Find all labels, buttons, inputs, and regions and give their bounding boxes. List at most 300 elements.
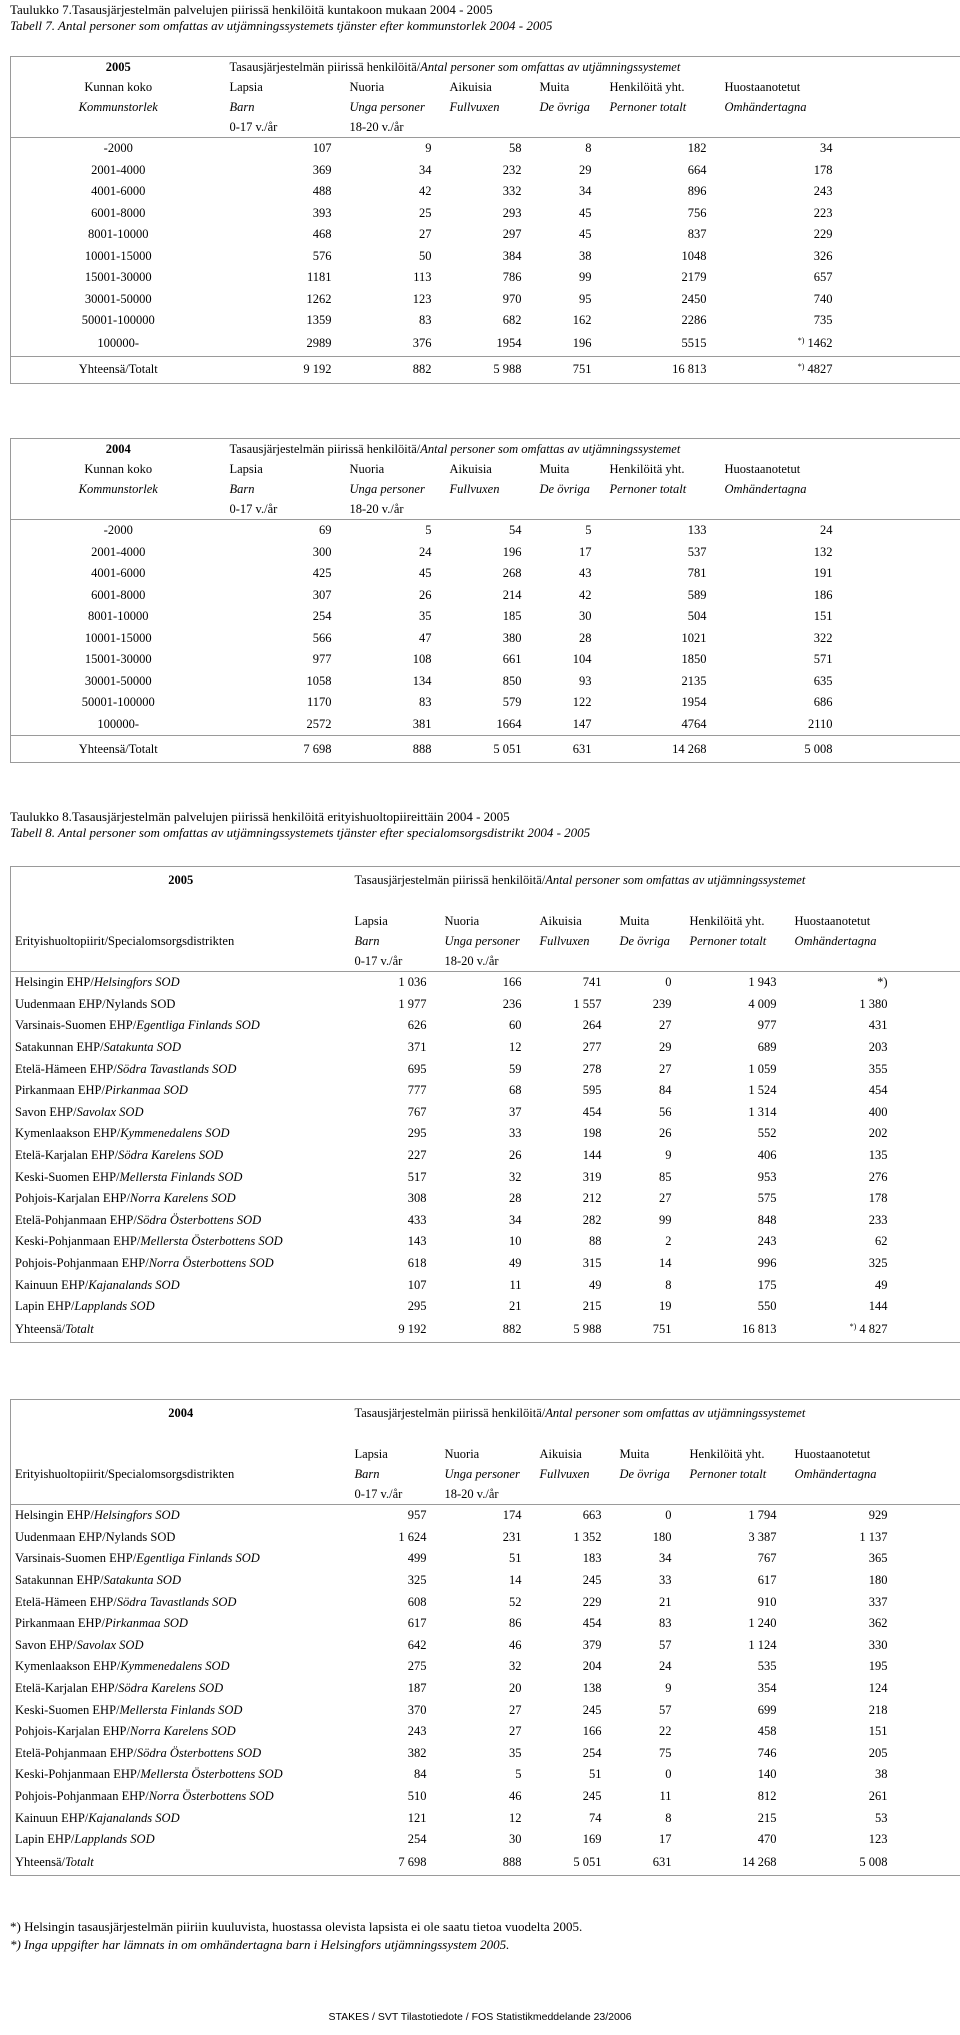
value-text: 75 xyxy=(659,1745,672,1760)
district-name-sv: Södra Karelens SOD xyxy=(118,1681,224,1696)
value-cell xyxy=(721,520,861,542)
table-row xyxy=(11,267,960,289)
district-label xyxy=(11,1807,351,1829)
value-text: 608 xyxy=(407,1594,427,1609)
value-text: 51 xyxy=(589,1767,602,1782)
spacer xyxy=(861,692,960,714)
value-text: 86 xyxy=(509,1616,522,1631)
value-text: 223 xyxy=(813,205,833,220)
table-row xyxy=(11,1296,960,1318)
value-text: 34 xyxy=(509,1212,522,1227)
value-cell xyxy=(791,1527,916,1549)
col-header-sv: Pernoner totalt xyxy=(609,99,687,114)
district-name-fi: Keski-Suomen EHP/ xyxy=(15,1702,120,1717)
value-text: 132 xyxy=(813,544,833,559)
district-name-fi: Etelä-Karjalan EHP/ xyxy=(15,1681,119,1696)
district-name-sv: Mellersta Österbottens SOD xyxy=(140,1767,283,1782)
value-cell xyxy=(446,181,536,203)
col-header-fi: Nuoria xyxy=(349,461,385,476)
value-text: 27 xyxy=(419,227,432,242)
value-text: 355 xyxy=(868,1061,888,1076)
spacer xyxy=(916,1058,960,1080)
value-text: 34 xyxy=(659,1551,672,1566)
row-label: 30001-50000 xyxy=(84,673,152,688)
value-cell xyxy=(536,692,606,714)
value-cell xyxy=(441,1253,536,1275)
value-text: 169 xyxy=(582,1832,602,1847)
value-text: 319 xyxy=(582,1169,602,1184)
value-cell xyxy=(351,1123,441,1145)
year-label: 2005 xyxy=(105,59,131,74)
district-name-sv: Pirkanmaa SOD xyxy=(104,1616,188,1631)
value-cell xyxy=(536,1786,616,1808)
value-cell xyxy=(791,1210,916,1232)
value-text: 767 xyxy=(407,1104,427,1119)
value-cell xyxy=(346,671,446,693)
col-header-sv: Unga personer xyxy=(444,933,520,948)
value-cell xyxy=(616,1613,686,1635)
value-cell xyxy=(721,181,861,203)
value-cell xyxy=(346,332,446,357)
value-cell xyxy=(346,138,446,160)
value-cell xyxy=(536,1591,616,1613)
value-cell xyxy=(536,1678,616,1700)
district-label xyxy=(11,1613,351,1635)
table-row xyxy=(11,246,960,268)
value-text: 19 xyxy=(659,1299,672,1314)
value-cell xyxy=(536,1743,616,1765)
value-text: 166 xyxy=(582,1724,602,1739)
row-label: -2000 xyxy=(11,520,226,542)
value-cell xyxy=(536,1296,616,1318)
district-name-fi: Lapin EHP/ xyxy=(15,1299,75,1314)
col-header-sv: Unga personer xyxy=(349,481,425,496)
table-row xyxy=(11,1274,960,1296)
value-text: 1 137 xyxy=(859,1529,888,1544)
group-title-sv: Antal personer som omfattas av utjämningssystemet xyxy=(545,1405,806,1420)
col-header-fi: Muita xyxy=(539,461,570,476)
row-label: 4001-6000 xyxy=(91,566,146,581)
value-cell xyxy=(536,1231,616,1253)
value-cell xyxy=(536,606,606,628)
value-cell xyxy=(446,542,536,564)
value-text: 1 977 xyxy=(398,996,427,1011)
value-text: 326 xyxy=(813,248,833,263)
value-text: 337 xyxy=(868,1594,888,1609)
district-name-fi: Keski-Pohjanmaan EHP/ xyxy=(15,1234,141,1249)
value-cell xyxy=(536,310,606,332)
group-title-fi: Tasausjärjestelmän piirissä henkilöitä/ xyxy=(354,872,546,887)
col-header-fi: Henkilöitä yht. xyxy=(689,1446,765,1461)
value-cell xyxy=(346,649,446,671)
value-text: 25 xyxy=(419,205,432,220)
district-name-fi: Etelä-Hämeen EHP/ xyxy=(15,1594,117,1609)
value-cell xyxy=(616,1678,686,1700)
value-text: 42 xyxy=(419,184,432,199)
page-footer: STAKES / SVT Tilastotiedote / FOS Statistikmeddelande 23/2006 xyxy=(328,2011,632,2023)
value-text: 45 xyxy=(419,566,432,581)
district-label xyxy=(11,1570,351,1592)
value-cell xyxy=(226,138,346,160)
value-cell xyxy=(791,1145,916,1167)
value-text: 52 xyxy=(509,1594,522,1609)
value-text: 198 xyxy=(582,1126,602,1141)
value-text: 123 xyxy=(868,1832,888,1847)
value-text: 5515 xyxy=(681,336,707,350)
table-row xyxy=(11,1699,960,1721)
value-text: 282 xyxy=(582,1212,602,1227)
row-label: 15001-30000 xyxy=(84,270,152,285)
value-cell xyxy=(226,628,346,650)
spacer xyxy=(916,1851,960,1876)
district-label xyxy=(11,994,351,1016)
value-text: 657 xyxy=(813,270,833,285)
value-cell xyxy=(441,1851,536,1876)
value-cell xyxy=(346,628,446,650)
district-name-sv: Savolax SOD xyxy=(76,1637,144,1652)
value-cell xyxy=(351,1166,441,1188)
value-text: 2179 xyxy=(681,270,707,285)
value-text: 741 xyxy=(582,975,602,990)
value-text: 618 xyxy=(407,1256,427,1271)
value-cell xyxy=(686,1829,791,1851)
value-text: 325 xyxy=(868,1256,888,1271)
row-label: -2000 xyxy=(11,138,226,160)
value-text: 957 xyxy=(407,1508,427,1523)
value-cell xyxy=(536,520,606,542)
value-text: 322 xyxy=(813,630,833,645)
value-text: 382 xyxy=(407,1745,427,1760)
value-text: 1664 xyxy=(496,716,522,731)
value-cell xyxy=(791,1678,916,1700)
spacer xyxy=(11,911,351,931)
row-label: 10001-15000 xyxy=(84,248,152,263)
value-text: 202 xyxy=(868,1126,888,1141)
table8-caption-fi: Taulukko 8.Tasausjärjestelmän palvelujen piirissä henkilöitä erityishuoltopiireittäin 2004 - 2005 xyxy=(10,809,510,824)
value-text: 362 xyxy=(868,1616,888,1631)
district-name-fi: Varsinais-Suomen EHP/ xyxy=(15,1018,137,1033)
value-cell xyxy=(606,224,721,246)
district-name-sv: Norra Karelens SOD xyxy=(129,1191,236,1206)
value-cell xyxy=(536,332,606,357)
value-cell xyxy=(351,1829,441,1851)
value-text: 370 xyxy=(407,1702,427,1717)
value-text: 537 xyxy=(687,544,707,559)
district-name-fi: Etelä-Pohjanmaan EHP/ xyxy=(15,1212,137,1227)
value-text: 315 xyxy=(582,1256,602,1271)
value-cell xyxy=(441,1123,536,1145)
value-text: 682 xyxy=(502,313,522,328)
value-cell xyxy=(351,1721,441,1743)
table-row xyxy=(11,1678,960,1700)
value-text: 295 xyxy=(407,1299,427,1314)
value-text: 1462 xyxy=(807,336,833,350)
value-text: 42 xyxy=(579,587,592,602)
value-text: 470 xyxy=(757,1832,777,1847)
value-cell xyxy=(441,1570,536,1592)
table-row xyxy=(11,628,960,650)
value-text: 46 xyxy=(509,1789,522,1804)
value-text: 330 xyxy=(868,1637,888,1652)
value-text: 107 xyxy=(407,1277,427,1292)
value-cell xyxy=(346,289,446,311)
col-header-fi: Nuoria xyxy=(349,79,385,94)
value-text: 699 xyxy=(757,1702,777,1717)
group-title-fi: Tasausjärjestelmän piirissä henkilöitä/ xyxy=(354,1405,546,1420)
value-cell xyxy=(346,520,446,542)
district-label xyxy=(11,1102,351,1124)
district-name-fi: Kymenlaakson EHP/ xyxy=(15,1126,121,1141)
value-text: 631 xyxy=(652,1855,672,1869)
value-cell xyxy=(536,1210,616,1232)
value-cell xyxy=(616,1037,686,1059)
value-text: 1 380 xyxy=(859,996,888,1011)
age-range: 18-20 v./år xyxy=(444,1486,499,1501)
value-text: 504 xyxy=(687,609,707,624)
value-text: 191 xyxy=(813,566,833,581)
value-text: 2989 xyxy=(306,336,332,350)
table-row xyxy=(11,1188,960,1210)
value-cell xyxy=(791,1699,916,1721)
value-text: 33 xyxy=(509,1126,522,1141)
value-cell xyxy=(791,1807,916,1829)
value-cell xyxy=(721,542,861,564)
value-text: 458 xyxy=(757,1724,777,1739)
group-title xyxy=(226,57,960,78)
value-text: 566 xyxy=(312,630,332,645)
value-cell xyxy=(536,1188,616,1210)
value-text: 134 xyxy=(412,673,432,688)
value-text: 488 xyxy=(312,184,332,199)
district-label xyxy=(11,1678,351,1700)
value-cell xyxy=(536,138,606,160)
value-text: 5 051 xyxy=(573,1855,602,1869)
value-text: 617 xyxy=(757,1573,777,1588)
value-cell xyxy=(351,1591,441,1613)
spacer xyxy=(916,1743,960,1765)
value-text: 7 698 xyxy=(398,1855,427,1869)
spacer xyxy=(916,1656,960,1678)
value-cell xyxy=(536,1851,616,1876)
value-cell xyxy=(226,692,346,714)
value-cell xyxy=(536,356,606,383)
spacer xyxy=(861,138,960,160)
spacer xyxy=(916,1591,960,1613)
value-text: 1 124 xyxy=(748,1637,777,1652)
group-title-fi: Tasausjärjestelmän piirissä henkilöitä/ xyxy=(229,59,421,74)
value-cell xyxy=(791,1591,916,1613)
value-cell xyxy=(686,1188,791,1210)
value-text: 178 xyxy=(868,1191,888,1206)
value-text: 84 xyxy=(659,1083,672,1098)
row-label: 2001-4000 xyxy=(91,162,146,177)
value-text: 10 xyxy=(509,1234,522,1249)
value-cell xyxy=(606,520,721,542)
value-text: 93 xyxy=(579,673,592,688)
value-text: 27 xyxy=(509,1702,522,1717)
value-cell xyxy=(351,1635,441,1657)
value-cell xyxy=(791,1786,916,1808)
spacer xyxy=(861,628,960,650)
col-header-fi: Muita xyxy=(539,79,570,94)
value-text: 166 xyxy=(502,975,522,990)
value-cell xyxy=(226,671,346,693)
value-cell xyxy=(536,1635,616,1657)
value-cell xyxy=(346,563,446,585)
value-text: 535 xyxy=(757,1659,777,1674)
value-cell xyxy=(686,1015,791,1037)
value-text: 929 xyxy=(868,1508,888,1523)
spacer xyxy=(916,1570,960,1592)
value-cell xyxy=(536,203,606,225)
value-text: 1 036 xyxy=(398,975,427,990)
value-text: 325 xyxy=(407,1573,427,1588)
value-cell xyxy=(606,585,721,607)
value-text: 11 xyxy=(659,1789,672,1804)
value-cell xyxy=(686,1318,791,1343)
value-cell xyxy=(536,267,606,289)
table7-2004 xyxy=(10,438,960,763)
value-cell xyxy=(686,1613,791,1635)
size-label-sv: Kommunstorlek xyxy=(78,481,158,496)
value-text: 24 xyxy=(659,1659,672,1674)
value-text: 231 xyxy=(502,1529,522,1544)
table-row xyxy=(11,585,960,607)
district-name-sv: Savolax SOD xyxy=(76,1104,144,1119)
value-cell xyxy=(686,994,791,1016)
value-cell xyxy=(686,1527,791,1549)
value-cell xyxy=(441,1080,536,1102)
district-name-fi: Varsinais-Suomen EHP/ xyxy=(15,1551,137,1566)
value-text: 756 xyxy=(687,205,707,220)
value-text: 214 xyxy=(502,587,522,602)
table7-caption-fi: Taulukko 7.Tasausjärjestelmän palvelujen piirissä henkilöitä kuntakoon mukaan 2004 - 2005 xyxy=(10,2,493,17)
district-label xyxy=(11,1015,351,1037)
value-cell xyxy=(721,246,861,268)
table-row xyxy=(11,1231,960,1253)
row-label: 4001-6000 xyxy=(91,184,146,199)
col-header-sv: De övriga xyxy=(539,99,590,114)
district-name-fi: Helsingin EHP/ xyxy=(15,1508,94,1523)
value-text: 43 xyxy=(579,566,592,581)
value-text: 1 794 xyxy=(748,1508,777,1523)
spacer xyxy=(11,1484,351,1505)
col-header-sv: Omhändertagna xyxy=(724,99,807,114)
group-title-sv: Antal personer som omfattas av utjämningssystemet xyxy=(420,59,681,74)
value-text: 275 xyxy=(407,1659,427,1674)
value-cell xyxy=(351,1015,441,1037)
district-name-sv: Södra Karelens SOD xyxy=(118,1148,224,1163)
value-cell xyxy=(791,1548,916,1570)
value-text: 30 xyxy=(509,1832,522,1847)
col-header-sv: De övriga xyxy=(619,933,670,948)
value-cell xyxy=(616,1166,686,1188)
value-text: 144 xyxy=(582,1148,602,1163)
value-cell xyxy=(791,1505,916,1527)
value-text: 695 xyxy=(407,1061,427,1076)
spacer xyxy=(916,972,960,994)
value-cell xyxy=(616,1851,686,1876)
value-cell xyxy=(791,1764,916,1786)
value-text: 38 xyxy=(875,1767,888,1782)
value-text: 5 xyxy=(585,523,592,538)
district-label xyxy=(11,1037,351,1059)
value-text: 57 xyxy=(659,1637,672,1652)
spacer xyxy=(861,714,960,736)
value-cell xyxy=(616,1188,686,1210)
value-text: 2286 xyxy=(681,313,707,328)
district-name-sv: Norra Österbottens SOD xyxy=(148,1789,274,1804)
value-text: 1 943 xyxy=(748,975,777,990)
value-text: 151 xyxy=(813,609,833,624)
value-text: 837 xyxy=(687,227,707,242)
value-cell xyxy=(446,267,536,289)
col-header-fi: Henkilöitä yht. xyxy=(689,913,765,928)
spacer xyxy=(916,1145,960,1167)
value-text: 7 698 xyxy=(303,741,332,756)
col-header-fi: Muita xyxy=(619,1446,650,1461)
value-cell xyxy=(536,736,606,763)
table-row xyxy=(11,1123,960,1145)
spacer xyxy=(916,1678,960,1700)
district-name-sv: Norra Karelens SOD xyxy=(129,1724,236,1739)
value-text: 2135 xyxy=(681,673,707,688)
value-cell xyxy=(536,1505,616,1527)
row-label: 100000- xyxy=(97,716,140,731)
value-text: 1 314 xyxy=(748,1104,777,1119)
value-text: 888 xyxy=(502,1855,522,1869)
value-text: 178 xyxy=(813,162,833,177)
table-row xyxy=(11,1570,960,1592)
value-text: 1 624 xyxy=(398,1529,427,1544)
value-text: 245 xyxy=(582,1789,602,1804)
value-text: 8 xyxy=(585,141,592,156)
value-cell xyxy=(536,1699,616,1721)
value-text: 254 xyxy=(312,609,332,624)
value-cell xyxy=(446,563,536,585)
value-cell xyxy=(441,1548,536,1570)
table-row xyxy=(11,542,960,564)
table-row xyxy=(11,1253,960,1275)
value-cell xyxy=(791,1656,916,1678)
row-label: 6001-8000 xyxy=(91,587,146,602)
value-cell xyxy=(686,1678,791,1700)
spacer xyxy=(861,649,960,671)
value-text: *) xyxy=(877,975,888,990)
value-text: 4 827 xyxy=(859,1322,888,1336)
footnote-mark: *) xyxy=(797,336,805,345)
table-row xyxy=(11,1548,960,1570)
age-range: 18-20 v./år xyxy=(349,501,404,516)
value-cell xyxy=(441,1699,536,1721)
value-cell xyxy=(446,356,536,383)
value-cell xyxy=(536,1656,616,1678)
value-text: 589 xyxy=(687,587,707,602)
value-cell xyxy=(226,224,346,246)
value-text: 910 xyxy=(757,1594,777,1609)
col-header-sv: Fullvuxen xyxy=(539,1466,590,1481)
value-cell xyxy=(536,160,606,182)
value-cell xyxy=(536,1166,616,1188)
district-name-sv: Kymmenedalens SOD xyxy=(120,1126,230,1141)
col-header-fi: Huostaanotetut xyxy=(724,79,801,94)
age-range: 0-17 v./år xyxy=(229,119,278,134)
value-text: 550 xyxy=(757,1299,777,1314)
value-text: 1359 xyxy=(306,313,332,328)
value-text: 196 xyxy=(572,336,592,350)
district-label xyxy=(11,972,351,994)
value-cell xyxy=(536,1764,616,1786)
